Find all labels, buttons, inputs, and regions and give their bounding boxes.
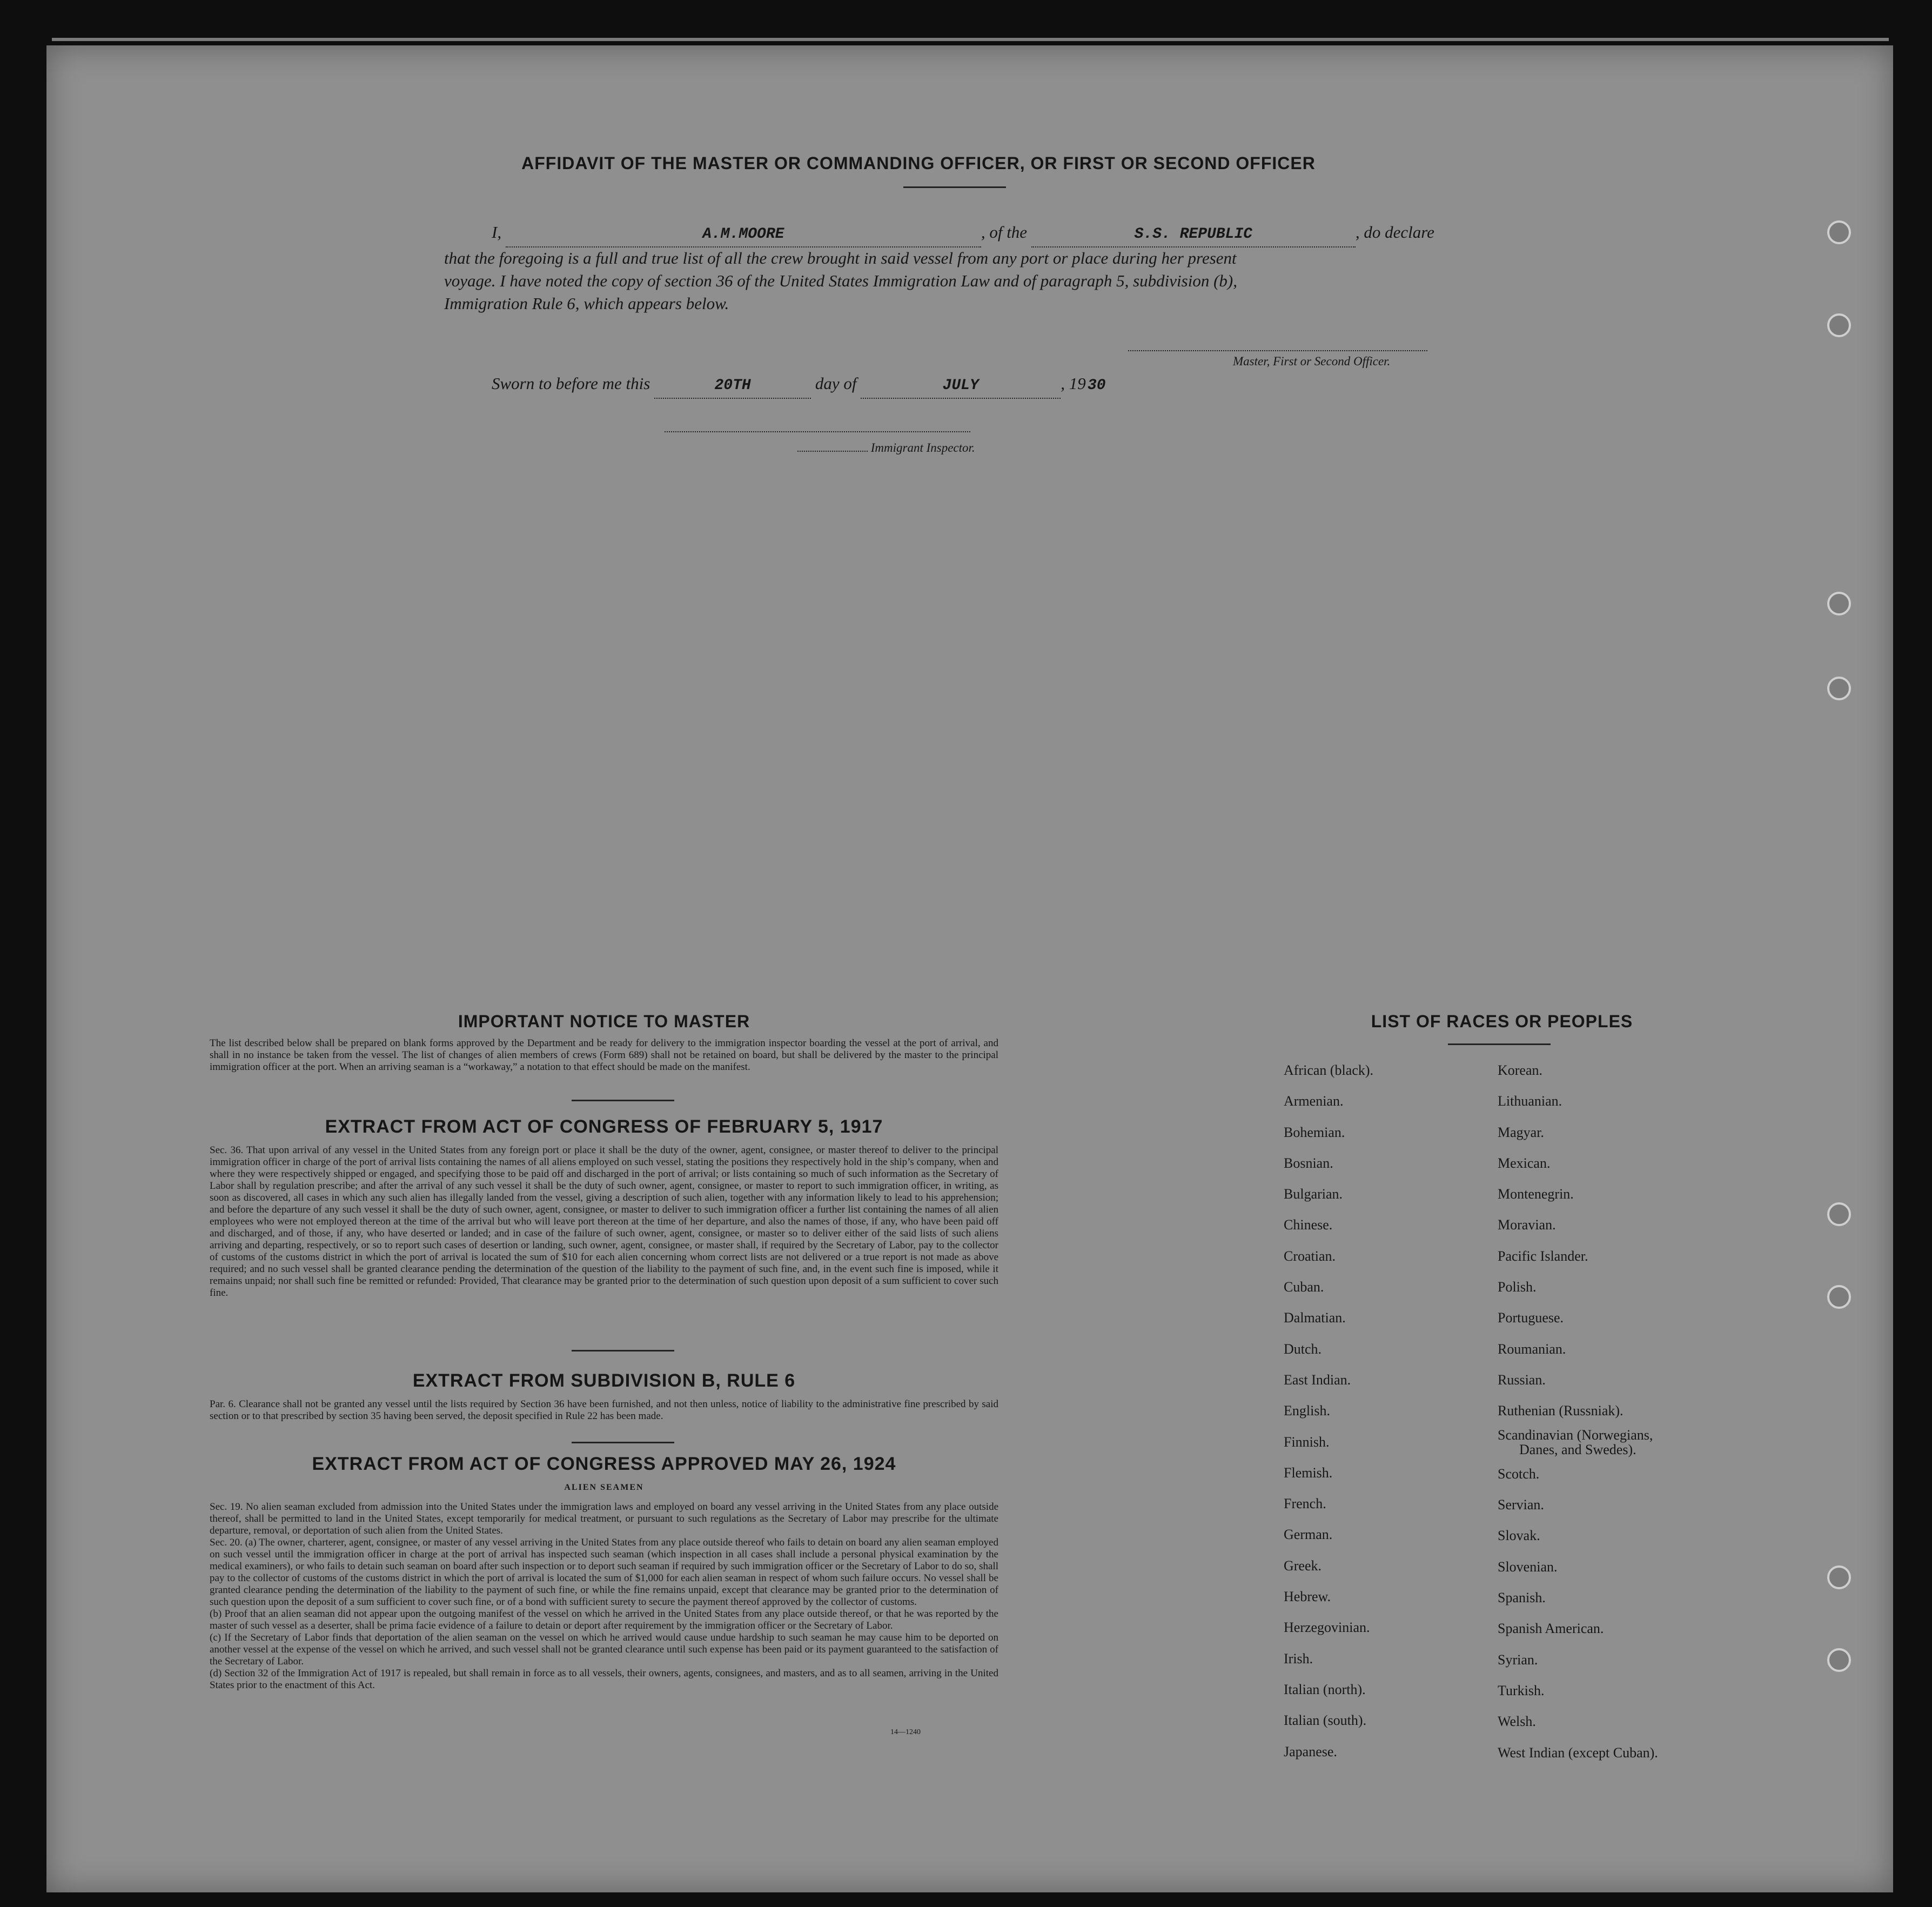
section-20c-text: (c) If the Secretary of Labor finds that deportation of the alien seaman on the vessel on which he arrived would cause undue hardship to such seaman he may cause him to be deported on another vessel at the expense of the vessel on which he arrived, and such vessel shall not be granted clearance until such expense has been paid or its payment guaranteed to the satisfaction of the Secretary of Labor. bbox=[210, 1632, 998, 1667]
notice-rule bbox=[572, 1100, 674, 1101]
race-item: Roumanian. bbox=[1498, 1341, 1566, 1357]
race-item: Chinese. bbox=[1284, 1217, 1333, 1233]
race-item: Herzegovinian. bbox=[1284, 1620, 1370, 1636]
master-signature-line[interactable] bbox=[1128, 350, 1427, 351]
race-item: Finnish. bbox=[1284, 1434, 1330, 1450]
binder-hole bbox=[1827, 592, 1851, 615]
sworn-month-field[interactable]: JULY bbox=[861, 374, 1061, 399]
race-item: Japanese. bbox=[1284, 1743, 1337, 1759]
binder-hole bbox=[1827, 313, 1851, 337]
race-item: Cuban. bbox=[1284, 1279, 1324, 1295]
race-item: Armenian. bbox=[1284, 1093, 1344, 1109]
extract-1917-text: Sec. 36. That upon arrival of any vessel in the United States from any foreign port or place it shall be the duty of the owner, agent, consignee, or master thereof to deliver to the principal immigration officer in charge of the port of arrival lists containing the names of all aliens employed on such vessel, stating the positions they respectively hold in the ship’s company, when and where they were respectively shipped or engaged, and specifying those to be paid off and discharged in the port of arrival; or lists containing so much of such information as the Secretary of Labor shall by regulation prescribe; and after the arrival of any such vessel it shall be the duty of such owner, agent, consignee, or master to report to such immigration officer, in writing, as soon as discovered, all cases in which any such alien has illegally landed from the vessel, giving a description of such alien, together with any information likely to lead to his apprehension; and before the departure of any such vessel it shall be the duty of such owner, agent, consignee, or master to deliver to such immigration officer a further list containing the names of all alien employees who were not employed thereon at the time of the arrival but who will leave port thereon at the time of her departure, and also the names of those, if any, who have been paid off and discharged, and of those, if any, who have deserted or landed; and in case of the failure of such owner, agent, consignee, or master so to deliver either of the said lists of such aliens arriving and departing, respectively, or so to report such cases of desertion or landing, such owner, agent, consignee, or master shall, if required by the Secretary of Labor, pay to the collector of customs of the customs district in which the port of arrival is located the sum of $10 for each alien concerning whom correct lists are not delivered or a true report is not made as above required; and no such vessel shall be granted clearance pending the determination of the question of the liability to the payment of such fine, and, in the event such fine is imposed, while it remains unpaid; nor shall such fine be remitted or refunded: Provided, That clearance may be granted prior to the determination of such question upon deposit of a sum sufficient to cover such fine. bbox=[210, 1145, 998, 1299]
master-signature-label: Master, First or Second Officer. bbox=[1233, 354, 1391, 368]
notice-text: The list described below shall be prepared on blank forms approved by the Department and be ready for delivery to the immigration inspector boarding the vessel at the port of arrival, and shall in no instance be taken from the vessel. The list of changes of alien members of crews (Form 689) shall not be retained on board, but shall be delivered by the master to the principal immigration officer at the port. When an arriving seaman is a “workaway,” a notation to that effect should be made on the manifest. bbox=[210, 1038, 998, 1073]
race-item: German. bbox=[1284, 1527, 1333, 1543]
race-item: Lithuanian. bbox=[1498, 1093, 1562, 1109]
race-item: Montenegrin. bbox=[1498, 1186, 1574, 1202]
race-item: English. bbox=[1284, 1403, 1330, 1419]
section-20b-text: (b) Proof that an alien seaman did not appear upon the outgoing manifest of the vessel on which he arrived in the United States from any place outside thereof, or that he was reported by the master of such vessel as a deserter, shall be prima facie evidence of a failure to detain or deport after requirement by the immigration officer or the Secretary of Labor. bbox=[210, 1608, 998, 1631]
affidavit-declaration-line bbox=[492, 220, 1518, 247]
sworn-year-field[interactable]: 30 bbox=[1087, 377, 1106, 394]
race-item: West Indian (except Cuban). bbox=[1498, 1744, 1658, 1761]
extract-1917-rule bbox=[572, 1350, 674, 1351]
affidavit-title-rule bbox=[903, 186, 1006, 188]
of-the-text: , of the bbox=[981, 223, 1028, 242]
extract-1917-title: EXTRACT FROM ACT OF CONGRESS OF FEBRUARY 5, 1917 bbox=[325, 1116, 883, 1137]
race-item: Servian. bbox=[1498, 1497, 1544, 1513]
race-item: Pacific Islander. bbox=[1498, 1248, 1588, 1264]
binder-hole bbox=[1827, 1202, 1851, 1226]
section-20a-text: Sec. 20. (a) The owner, charterer, agent, consignee, or master of any vessel arriving in the United States from any place outside thereof who fails to detain on board any alien seaman employed on such vessel until the immigration officer in charge at the port of arrival has inspected such seaman (which inspection in all cases shall include a personal physical examination by the medical examiners), or who fails to detain such seaman on board after such inspection or to deport such seaman if required by such immigration officer or the Secretary of Labor to do so, shall pay to the collector of customs of the customs district in which the port of arrival is located the sum of $1,000 for each alien seaman in respect of whom such failure occurs. No vessel shall be granted clearance pending the determination of the liability to the payment of such fine, or while the fine remains unpaid, except that clearance may be granted prior to the determination of such question upon the deposit of a sum sufficient to cover such fine, or of a bond with sufficient surety to secure the payment thereof approved by the collector of customs. bbox=[210, 1537, 998, 1608]
race-item: Croatian. bbox=[1284, 1248, 1336, 1264]
affidavit-body-line-1: that the foregoing is a full and true list of all the crew brought in said vessel from any port or place during her present bbox=[444, 249, 1237, 267]
race-item: Scandinavian (Norwegians, bbox=[1498, 1427, 1653, 1443]
race-item: Ruthenian (Russniak). bbox=[1498, 1403, 1624, 1419]
section-19-text: Sec. 19. No alien seaman excluded from admission into the United States under the immigration laws and employed on board any vessel arriving in the United States from any place outside thereof, shall be permitted to land in the United States, except temporarily for medical treatment, or pursuant to such regulations as the Secretary of Labor may prescribe for the ultimate departure, removal, or deportation of such alien from the United States. bbox=[210, 1501, 998, 1536]
rule-6-rule bbox=[572, 1442, 674, 1443]
affidavit-body-line-2: voyage. I have noted the copy of section 36 of the United States Immigration Law and of paragraph 5, subdivision (b), bbox=[444, 271, 1237, 290]
race-item: Slovak. bbox=[1498, 1528, 1540, 1544]
race-item: Scotch. bbox=[1498, 1466, 1540, 1482]
race-item: Welsh. bbox=[1498, 1714, 1536, 1730]
race-item-continuation: Danes, and Swedes). bbox=[1519, 1441, 1636, 1457]
race-item: African (black). bbox=[1284, 1062, 1374, 1078]
race-item: Bosnian. bbox=[1284, 1155, 1333, 1171]
sworn-prefix: Sworn to before me this bbox=[492, 374, 650, 393]
race-item: Portuguese. bbox=[1498, 1310, 1564, 1326]
inspector-label: Immigrant Inspector. bbox=[870, 441, 975, 454]
extract-1924-title: EXTRACT FROM ACT OF CONGRESS APPROVED MAY 26, 1924 bbox=[312, 1454, 896, 1474]
race-item: Irish. bbox=[1284, 1650, 1313, 1667]
race-item: French. bbox=[1284, 1496, 1326, 1512]
race-item: Russian. bbox=[1498, 1371, 1546, 1388]
race-item: Polish. bbox=[1498, 1279, 1537, 1295]
race-item-scandinavian bbox=[1498, 1427, 1725, 1458]
race-item: Moravian. bbox=[1498, 1217, 1556, 1233]
races-title-rule bbox=[1448, 1043, 1551, 1045]
alien-seamen-subtitle: ALIEN SEAMEN bbox=[564, 1483, 644, 1492]
race-item: Turkish. bbox=[1498, 1682, 1545, 1698]
vessel-name-field[interactable]: S.S. REPUBLIC bbox=[1031, 223, 1356, 247]
races-title: LIST OF RACES OR PEOPLES bbox=[1371, 1012, 1633, 1031]
affidavit-title: AFFIDAVIT OF THE MASTER OR COMMANDING OFFICER, OR FIRST OR SECOND OFFICER bbox=[521, 153, 1316, 173]
race-item: Dutch. bbox=[1284, 1341, 1322, 1357]
races-left-column bbox=[1284, 1055, 1478, 1767]
race-item: Mexican. bbox=[1498, 1155, 1551, 1171]
race-item: Bohemian. bbox=[1284, 1124, 1345, 1140]
race-item: Greek. bbox=[1284, 1557, 1322, 1574]
race-item: Dalmatian. bbox=[1284, 1310, 1346, 1326]
sworn-line bbox=[492, 372, 1248, 399]
race-item: Slovenian. bbox=[1498, 1558, 1558, 1575]
races-right-column bbox=[1498, 1055, 1725, 1768]
sworn-day-field[interactable]: 20TH bbox=[654, 374, 811, 399]
race-item: Italian (south). bbox=[1284, 1712, 1367, 1729]
inspector-signature-line[interactable] bbox=[665, 431, 970, 432]
race-item: Bulgarian. bbox=[1284, 1186, 1343, 1202]
rule-6-text: Par. 6. Clearance shall not be granted any vessel until the lists required by Section 36 have been furnished, and not then unless, notice of liability to the administrative fine prescribed by said section or to that prescribed by section 35 having been served, the deposit specified in Rule 22 has been made. bbox=[210, 1399, 998, 1422]
race-item: Flemish. bbox=[1284, 1464, 1333, 1481]
form-number: 14—1240 bbox=[890, 1728, 921, 1736]
sheet-top-edge bbox=[52, 38, 1889, 41]
race-item: Magyar. bbox=[1498, 1124, 1544, 1140]
binder-hole bbox=[1827, 220, 1851, 244]
race-item: Spanish. bbox=[1498, 1590, 1546, 1606]
affidavit-i: I, bbox=[492, 223, 502, 242]
race-item: Syrian. bbox=[1498, 1651, 1538, 1668]
extract-1924-body bbox=[210, 1501, 998, 1691]
affidavit-body-line-3: Immigration Rule 6, which appears below. bbox=[444, 294, 729, 313]
section-20d-text: (d) Section 32 of the Immigration Act of 1917 is repealed, but shall remain in force as to all vessels, their owners, agents, consignees, and masters, and as to all seamen, arriving in the United States prior to the enactment of this Act. bbox=[210, 1668, 998, 1691]
day-of-text: day of bbox=[815, 374, 857, 393]
master-name-field[interactable]: A.M.MOORE bbox=[506, 223, 981, 247]
year-prefix: , 19 bbox=[1061, 374, 1086, 393]
notice-title: IMPORTANT NOTICE TO MASTER bbox=[458, 1012, 750, 1031]
race-item: Spanish American. bbox=[1498, 1621, 1604, 1637]
binder-hole bbox=[1827, 1285, 1851, 1309]
rule-6-title: EXTRACT FROM SUBDIVISION B, RULE 6 bbox=[412, 1370, 796, 1391]
binder-hole bbox=[1827, 1565, 1851, 1589]
race-item: Italian (north). bbox=[1284, 1681, 1366, 1697]
binder-hole bbox=[1827, 677, 1851, 700]
binder-hole bbox=[1827, 1648, 1851, 1672]
race-item: Korean. bbox=[1498, 1062, 1543, 1078]
race-item: Hebrew. bbox=[1284, 1589, 1331, 1605]
race-item: East Indian. bbox=[1284, 1371, 1351, 1388]
do-declare-text: , do declare bbox=[1355, 223, 1434, 242]
inspector-label-row bbox=[797, 441, 1046, 455]
